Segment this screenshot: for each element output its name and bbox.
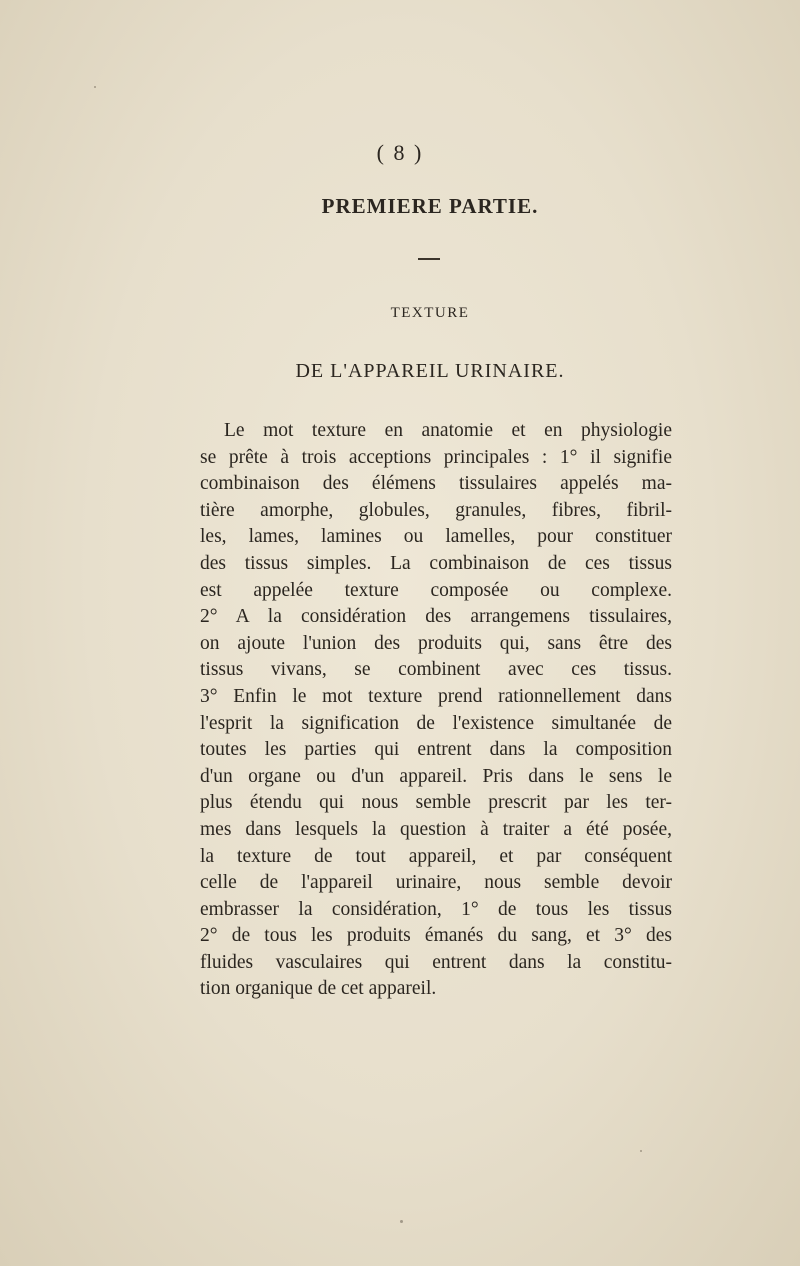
paper-speck	[94, 86, 96, 88]
body-line: celle de l'appareil urinaire, nous semble devoir	[200, 872, 672, 894]
body-line: la texture de tout appareil, et par conséquent	[200, 845, 672, 867]
body-line: tion organique de cet appareil.	[200, 978, 437, 1000]
title-divider-rule	[418, 258, 440, 260]
body-line: se prête à trois acceptions principales : 1° il signifie	[200, 446, 672, 468]
section-subtitle: DE L'APPAREIL URINAIRE.	[295, 360, 565, 382]
body-line: 2° de tous les produits émanés du sang, et 3° des	[200, 925, 672, 947]
body-line: plus étendu qui nous semble prescrit par les ter-	[200, 792, 672, 814]
paper-speck	[640, 1150, 642, 1152]
body-line: on ajoute l'union des produits qui, sans être des	[200, 632, 672, 654]
body-line: combinaison des élémens tissulaires appelés ma-	[200, 473, 672, 495]
body-line: toutes les parties qui entrent dans la composition	[200, 739, 672, 761]
body-line: mes dans lesquels la question à traiter a été posée,	[200, 818, 672, 840]
body-paragraph	[200, 418, 672, 1003]
body-line: Le mot texture en anatomie et en physiologie	[224, 420, 672, 441]
body-line: fluides vasculaires qui entrent dans la constitu-	[200, 951, 672, 973]
body-line: tissus vivans, se combinent avec ces tissus.	[200, 659, 672, 681]
body-line: est appelée texture composée ou complexe.	[200, 579, 672, 601]
page-number: ( 8 )	[376, 140, 424, 165]
body-line: l'esprit la signification de l'existence simultanée de	[200, 712, 672, 734]
part-title: PREMIERE PARTIE.	[321, 194, 539, 218]
body-line: tière amorphe, globules, granules, fibres, fibril-	[200, 499, 672, 521]
body-line: 2° A la considération des arrangemens tissulaires,	[200, 606, 672, 628]
body-line: les, lames, lamines ou lamelles, pour constituer	[200, 526, 672, 548]
section-title: TEXTURE	[390, 305, 470, 321]
body-line: 3° Enfin le mot texture prend rationnellement dans	[200, 685, 672, 707]
body-line: d'un organe ou d'un appareil. Pris dans le sens le	[200, 765, 672, 787]
paper-speck	[400, 1220, 403, 1223]
body-line: des tissus simples. La combinaison de ces tissus	[200, 552, 672, 574]
body-line: embrasser la considération, 1° de tous les tissus	[200, 898, 672, 920]
